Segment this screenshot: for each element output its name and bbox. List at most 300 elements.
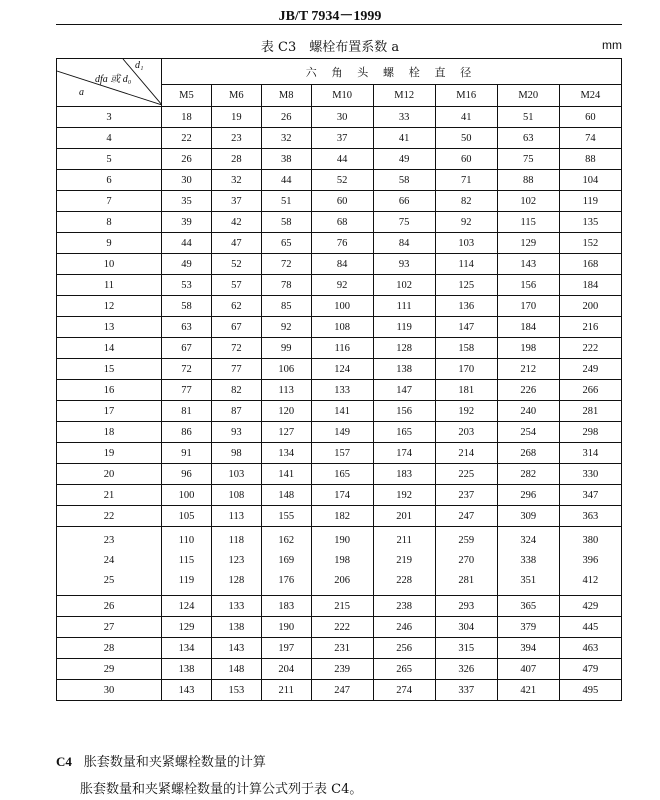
table-cell: 86 xyxy=(162,422,212,443)
row-a-value: 19 xyxy=(57,443,162,464)
column-header: M20 xyxy=(497,85,559,107)
table-row xyxy=(57,464,622,485)
table-cell: 88 xyxy=(497,170,559,191)
table-cell: 87 xyxy=(211,401,261,422)
table-cell: 228 xyxy=(396,575,413,586)
table-cell: 281 xyxy=(458,575,475,586)
table-cell: 78 xyxy=(261,275,311,296)
table-cell: 119 xyxy=(373,317,435,338)
coefficient-table xyxy=(56,58,622,701)
table-cell: 75 xyxy=(373,212,435,233)
table-cell: 58 xyxy=(373,170,435,191)
table-cell: 71 xyxy=(435,170,497,191)
table-cell: 108 xyxy=(311,317,373,338)
table-cell: 72 xyxy=(162,359,212,380)
row-a-value: 26 xyxy=(57,596,162,617)
row-a-value: 21 xyxy=(57,485,162,506)
table-row xyxy=(57,659,622,680)
table-cell: 170 xyxy=(497,296,559,317)
table-cell: 52 xyxy=(311,170,373,191)
table-cell: 98 xyxy=(211,443,261,464)
table-cell: 76 xyxy=(311,233,373,254)
table-row xyxy=(57,680,622,701)
table-cell: 231 xyxy=(311,638,373,659)
table-cell: 63 xyxy=(162,317,212,338)
table-cell: 58 xyxy=(261,212,311,233)
row-a-value: 7 xyxy=(57,191,162,212)
table-cell: 120 xyxy=(261,401,311,422)
table-cell-group xyxy=(311,527,373,596)
table-cell: 88 xyxy=(559,149,621,170)
table-cell: 60 xyxy=(311,191,373,212)
row-a-value: 5 xyxy=(57,149,162,170)
table-cell: 337 xyxy=(435,680,497,701)
row-a-value: 27 xyxy=(57,617,162,638)
table-cell: 135 xyxy=(559,212,621,233)
table-cell: 246 xyxy=(373,617,435,638)
table-cell: 18 xyxy=(162,107,212,128)
table-cell: 282 xyxy=(497,464,559,485)
table-cell: 147 xyxy=(435,317,497,338)
table-cell: 174 xyxy=(311,485,373,506)
table-row xyxy=(57,170,622,191)
table-cell: 32 xyxy=(211,170,261,191)
table-cell: 138 xyxy=(211,617,261,638)
row-a-group xyxy=(57,527,162,596)
table-cell: 110 xyxy=(178,535,195,546)
table-cell: 91 xyxy=(162,443,212,464)
table-cell: 26 xyxy=(261,107,311,128)
table-cell: 239 xyxy=(311,659,373,680)
table-cell-group xyxy=(373,527,435,596)
table-cell: 92 xyxy=(311,275,373,296)
row-a-value: 13 xyxy=(57,317,162,338)
row-a-value: 28 xyxy=(57,638,162,659)
table-cell: 156 xyxy=(373,401,435,422)
table-cell: 133 xyxy=(311,380,373,401)
table-cell: 198 xyxy=(334,555,351,566)
table-cell: 174 xyxy=(373,443,435,464)
table-cell: 479 xyxy=(559,659,621,680)
table-cell: 219 xyxy=(396,555,413,566)
table-row xyxy=(57,317,622,338)
table-row xyxy=(57,359,622,380)
table-cell: 77 xyxy=(162,380,212,401)
table-cell: 113 xyxy=(211,506,261,527)
table-cell: 75 xyxy=(497,149,559,170)
table-cell: 165 xyxy=(311,464,373,485)
table-cell: 74 xyxy=(559,128,621,149)
table-cell: 309 xyxy=(497,506,559,527)
table-cell: 92 xyxy=(435,212,497,233)
table-cell: 41 xyxy=(373,128,435,149)
table-cell-group xyxy=(261,527,311,596)
table-cell: 147 xyxy=(373,380,435,401)
table-cell: 82 xyxy=(435,191,497,212)
table-row xyxy=(57,233,622,254)
table-cell: 49 xyxy=(373,149,435,170)
table-cell: 182 xyxy=(311,506,373,527)
table-cell: 293 xyxy=(435,596,497,617)
table-cell: 270 xyxy=(458,555,475,566)
table-row xyxy=(57,506,622,527)
row-a-value: 8 xyxy=(57,212,162,233)
table-cell: 184 xyxy=(497,317,559,338)
table-cell: 63 xyxy=(497,128,559,149)
table-cell: 338 xyxy=(520,555,537,566)
table-cell: 215 xyxy=(311,596,373,617)
table-cell: 211 xyxy=(396,535,412,546)
table-cell: 211 xyxy=(261,680,311,701)
table-row xyxy=(57,401,622,422)
table-cell: 181 xyxy=(435,380,497,401)
table-cell: 304 xyxy=(435,617,497,638)
table-caption: 表 C3 螺栓布置系数 a xyxy=(260,40,400,55)
table-cell: 314 xyxy=(559,443,621,464)
table-cell: 256 xyxy=(373,638,435,659)
table-cell: 39 xyxy=(162,212,212,233)
table-cell: 82 xyxy=(211,380,261,401)
table-cell: 138 xyxy=(373,359,435,380)
table-cell: 281 xyxy=(559,401,621,422)
table-cell: 192 xyxy=(373,485,435,506)
table-cell: 155 xyxy=(261,506,311,527)
row-a-value: 4 xyxy=(57,128,162,149)
table-row xyxy=(57,149,622,170)
table-cell: 72 xyxy=(261,254,311,275)
table-cell: 222 xyxy=(311,617,373,638)
table-cell: 57 xyxy=(211,275,261,296)
table-cell: 380 xyxy=(582,535,599,546)
table-cell: 190 xyxy=(261,617,311,638)
table-cell: 296 xyxy=(497,485,559,506)
row-a-value: 23 xyxy=(103,535,115,546)
table-cell: 201 xyxy=(373,506,435,527)
table-cell: 225 xyxy=(435,464,497,485)
table-row xyxy=(57,617,622,638)
table-cell: 22 xyxy=(162,128,212,149)
table-cell: 128 xyxy=(373,338,435,359)
table-cell: 53 xyxy=(162,275,212,296)
table-cell: 128 xyxy=(228,575,245,586)
table-cell: 298 xyxy=(559,422,621,443)
table-row xyxy=(57,638,622,659)
table-cell: 133 xyxy=(211,596,261,617)
table-cell: 118 xyxy=(228,535,244,546)
row-a-value: 14 xyxy=(57,338,162,359)
table-cell: 85 xyxy=(261,296,311,317)
table-cell: 81 xyxy=(162,401,212,422)
table-cell: 44 xyxy=(311,149,373,170)
table-cell: 32 xyxy=(261,128,311,149)
table-cell: 51 xyxy=(261,191,311,212)
table-cell: 105 xyxy=(162,506,212,527)
table-cell: 93 xyxy=(373,254,435,275)
table-cell: 183 xyxy=(261,596,311,617)
table-cell: 72 xyxy=(211,338,261,359)
section-heading xyxy=(56,751,266,770)
table-cell: 123 xyxy=(228,555,245,566)
table-row xyxy=(57,107,622,128)
table-cell: 226 xyxy=(497,380,559,401)
table-cell: 445 xyxy=(559,617,621,638)
table-cell: 103 xyxy=(435,233,497,254)
table-cell: 84 xyxy=(311,254,373,275)
table-cell: 379 xyxy=(497,617,559,638)
table-cell: 113 xyxy=(261,380,311,401)
table-cell: 42 xyxy=(211,212,261,233)
table-cell: 365 xyxy=(497,596,559,617)
table-row xyxy=(57,443,622,464)
table-cell: 141 xyxy=(261,464,311,485)
table-cell: 99 xyxy=(261,338,311,359)
table-cell: 66 xyxy=(373,191,435,212)
table-cell: 184 xyxy=(559,275,621,296)
table-cell: 168 xyxy=(559,254,621,275)
table-body xyxy=(57,107,622,701)
table-cell: 198 xyxy=(497,338,559,359)
table-cell: 429 xyxy=(559,596,621,617)
table-cell: 324 xyxy=(520,535,537,546)
table-cell: 37 xyxy=(311,128,373,149)
table-row xyxy=(57,338,622,359)
table-cell: 412 xyxy=(582,575,599,586)
unit-label: mm xyxy=(602,38,622,52)
table-cell: 148 xyxy=(211,659,261,680)
table-cell: 30 xyxy=(311,107,373,128)
table-cell: 62 xyxy=(211,296,261,317)
standard-code: JB/T 7934－1999 xyxy=(278,9,382,24)
header-rule xyxy=(56,24,622,25)
table-cell: 247 xyxy=(435,506,497,527)
row-a-value: 18 xyxy=(57,422,162,443)
table-cell: 162 xyxy=(278,535,295,546)
table-cell: 315 xyxy=(435,638,497,659)
table-row xyxy=(57,296,622,317)
table-cell: 265 xyxy=(373,659,435,680)
row-a-value: 17 xyxy=(57,401,162,422)
table-cell: 51 xyxy=(497,107,559,128)
table-cell: 44 xyxy=(162,233,212,254)
corner-label-dfa: dfa 或 d₀ xyxy=(95,74,132,85)
table-cell: 129 xyxy=(162,617,212,638)
table-cell: 93 xyxy=(211,422,261,443)
table-cell: 65 xyxy=(261,233,311,254)
table-cell: 106 xyxy=(261,359,311,380)
table-cell: 156 xyxy=(497,275,559,296)
table-cell: 103 xyxy=(211,464,261,485)
table-cell: 396 xyxy=(582,555,599,566)
table-cell: 134 xyxy=(261,443,311,464)
corner-header-cell xyxy=(57,59,162,107)
table-cell: 67 xyxy=(211,317,261,338)
table-cell: 169 xyxy=(278,555,295,566)
table-cell: 148 xyxy=(261,485,311,506)
table-cell: 35 xyxy=(162,191,212,212)
table-cell: 119 xyxy=(178,575,195,586)
row-a-value: 9 xyxy=(57,233,162,254)
table-cell: 143 xyxy=(497,254,559,275)
table-row xyxy=(57,380,622,401)
table-cell: 30 xyxy=(162,170,212,191)
table-cell: 249 xyxy=(559,359,621,380)
table-cell: 204 xyxy=(261,659,311,680)
table-cell-group xyxy=(211,527,261,596)
table-cell: 100 xyxy=(162,485,212,506)
table-cell: 68 xyxy=(311,212,373,233)
table-cell: 152 xyxy=(559,233,621,254)
table-cell: 237 xyxy=(435,485,497,506)
table-cell: 111 xyxy=(373,296,435,317)
table-cell: 102 xyxy=(373,275,435,296)
table-cell: 116 xyxy=(311,338,373,359)
table-cell: 212 xyxy=(497,359,559,380)
table-cell: 206 xyxy=(334,575,351,586)
table-cell: 33 xyxy=(373,107,435,128)
table-row xyxy=(57,191,622,212)
table-cell: 44 xyxy=(261,170,311,191)
table-cell: 114 xyxy=(435,254,497,275)
section-body-text: 胀套数量和夹紧螺栓数量的计算公式列于表 C4。 xyxy=(80,782,363,797)
section-title-text: 胀套数量和夹紧螺栓数量的计算 xyxy=(83,755,266,770)
table-cell: 259 xyxy=(458,535,475,546)
table-cell: 115 xyxy=(497,212,559,233)
column-header: M10 xyxy=(311,85,373,107)
table-cell: 119 xyxy=(559,191,621,212)
row-a-value: 20 xyxy=(57,464,162,485)
table-cell: 92 xyxy=(261,317,311,338)
table-cell: 347 xyxy=(559,485,621,506)
row-a-value: 6 xyxy=(57,170,162,191)
table-cell: 143 xyxy=(162,680,212,701)
table-row xyxy=(57,128,622,149)
row-a-value: 30 xyxy=(57,680,162,701)
table-cell: 183 xyxy=(373,464,435,485)
table-cell: 41 xyxy=(435,107,497,128)
corner-label-d1: d₁ xyxy=(135,60,144,71)
table-cell: 254 xyxy=(497,422,559,443)
table-cell: 138 xyxy=(162,659,212,680)
table-cell: 125 xyxy=(435,275,497,296)
table-cell: 28 xyxy=(211,149,261,170)
table-cell: 351 xyxy=(520,575,537,586)
table-row xyxy=(57,275,622,296)
table-cell: 136 xyxy=(435,296,497,317)
row-a-value: 29 xyxy=(57,659,162,680)
table-cell: 149 xyxy=(311,422,373,443)
table-cell: 37 xyxy=(211,191,261,212)
table-row xyxy=(57,254,622,275)
table-cell: 129 xyxy=(497,233,559,254)
table-cell: 60 xyxy=(559,107,621,128)
table-cell: 170 xyxy=(435,359,497,380)
row-a-value: 3 xyxy=(57,107,162,128)
row-a-value: 11 xyxy=(57,275,162,296)
table-cell: 274 xyxy=(373,680,435,701)
table-cell: 127 xyxy=(261,422,311,443)
table-cell: 141 xyxy=(311,401,373,422)
table-cell: 394 xyxy=(497,638,559,659)
column-header: M8 xyxy=(261,85,311,107)
table-cell: 203 xyxy=(435,422,497,443)
table-cell: 240 xyxy=(497,401,559,422)
table-cell: 96 xyxy=(162,464,212,485)
table-cell: 238 xyxy=(373,596,435,617)
table-cell: 134 xyxy=(162,638,212,659)
table-cell: 266 xyxy=(559,380,621,401)
table-cell: 222 xyxy=(559,338,621,359)
table-cell: 52 xyxy=(211,254,261,275)
row-a-value: 24 xyxy=(103,555,115,566)
table-cell: 49 xyxy=(162,254,212,275)
column-header: M6 xyxy=(211,85,261,107)
table-cell: 26 xyxy=(162,149,212,170)
row-a-value: 25 xyxy=(103,575,115,586)
table-cell: 326 xyxy=(435,659,497,680)
table-cell: 84 xyxy=(373,233,435,254)
table-row xyxy=(57,596,622,617)
table-cell: 58 xyxy=(162,296,212,317)
table-cell: 23 xyxy=(211,128,261,149)
row-a-value: 12 xyxy=(57,296,162,317)
table-cell: 165 xyxy=(373,422,435,443)
table-row xyxy=(57,212,622,233)
row-a-value: 15 xyxy=(57,359,162,380)
table-row-group xyxy=(57,527,622,596)
table-cell: 247 xyxy=(311,680,373,701)
table-cell: 47 xyxy=(211,233,261,254)
table-cell: 104 xyxy=(559,170,621,191)
table-cell: 102 xyxy=(497,191,559,212)
row-a-value: 10 xyxy=(57,254,162,275)
table-cell: 330 xyxy=(559,464,621,485)
table-cell-group xyxy=(497,527,559,596)
table-cell: 19 xyxy=(211,107,261,128)
table-cell: 200 xyxy=(559,296,621,317)
table-cell: 158 xyxy=(435,338,497,359)
table-cell: 216 xyxy=(559,317,621,338)
table-cell-group xyxy=(162,527,212,596)
table-cell: 363 xyxy=(559,506,621,527)
table-cell: 100 xyxy=(311,296,373,317)
bolt-diameter-header: 六 角 头 螺 栓 直 径 xyxy=(162,59,622,85)
column-header: M12 xyxy=(373,85,435,107)
table-cell: 268 xyxy=(497,443,559,464)
table-cell: 77 xyxy=(211,359,261,380)
table-cell: 463 xyxy=(559,638,621,659)
table-cell: 176 xyxy=(278,575,295,586)
table-cell: 421 xyxy=(497,680,559,701)
table-cell: 157 xyxy=(311,443,373,464)
table-cell: 124 xyxy=(162,596,212,617)
table-row xyxy=(57,422,622,443)
table-cell: 192 xyxy=(435,401,497,422)
table-cell: 67 xyxy=(162,338,212,359)
column-header: M5 xyxy=(162,85,212,107)
table-cell: 197 xyxy=(261,638,311,659)
corner-label-a: a xyxy=(79,87,84,98)
table-cell: 50 xyxy=(435,128,497,149)
table-cell: 153 xyxy=(211,680,261,701)
table-cell: 108 xyxy=(211,485,261,506)
table-cell: 124 xyxy=(311,359,373,380)
table-cell: 407 xyxy=(497,659,559,680)
table-cell: 214 xyxy=(435,443,497,464)
column-header: M16 xyxy=(435,85,497,107)
section-number: C4 xyxy=(56,754,72,769)
table-cell: 143 xyxy=(211,638,261,659)
table-cell: 60 xyxy=(435,149,497,170)
